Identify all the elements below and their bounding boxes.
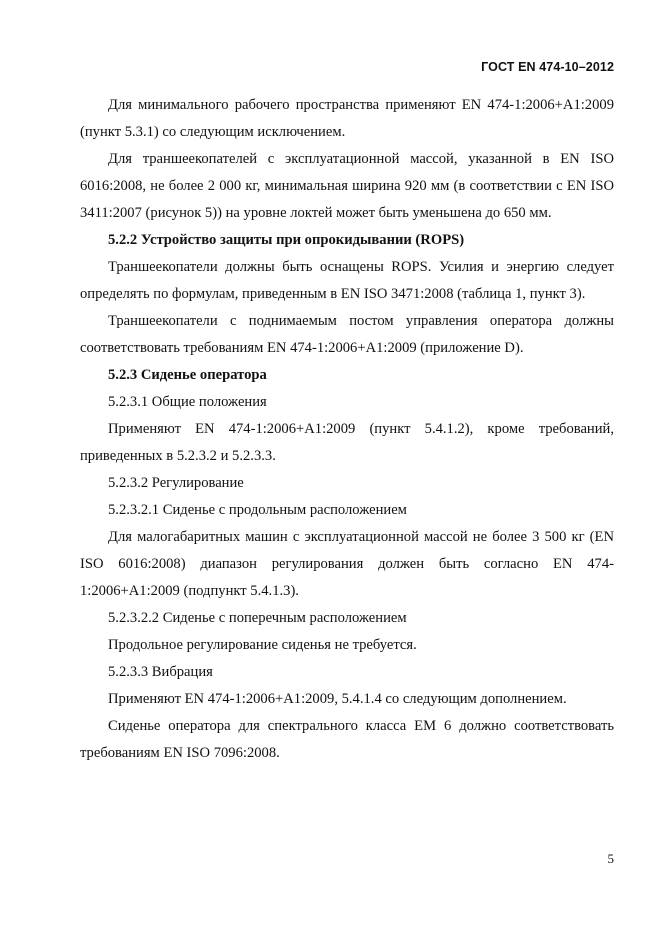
section-heading-operator-seat: 5.2.3 Сиденье оператора <box>108 367 267 383</box>
paragraph-vibration-apply: Применяют EN 474-1:2006+A1:2009, 5.4.1.4 со следующим дополнением. <box>108 691 567 707</box>
document-body <box>80 92 614 767</box>
paragraph-em6-seat: Сиденье оператора для спектрального класса EM 6 должно соответствовать требованиям EN ISO 7096:2008. <box>80 718 614 761</box>
page-number: 5 <box>607 851 614 866</box>
subsection-vibration: 5.2.3.3 Вибрация <box>108 664 213 680</box>
paragraph-raised-cab: Траншеекопатели с поднимаемым постом управления оператора должны соответствовать требованиям EN 474-1:2006+A1:2009 (приложение D). <box>80 313 614 356</box>
paragraph-rops-requirement: Траншеекопатели должны быть оснащены ROPS. Усилия и энергию следует определять по формулам, приведенным в EN ISO 3471:2008 (таблица 1, пункт 3). <box>80 259 614 302</box>
paragraph-no-adjustment: Продольное регулирование сиденья не требуется. <box>108 637 417 653</box>
subsection-transverse-seat: 5.2.3.2.2 Сиденье с поперечным расположением <box>108 610 407 626</box>
subsection-adjustment: 5.2.3.2 Регулирование <box>108 475 244 491</box>
paragraph-trencher-width: Для траншеекопателей с эксплуатационной массой, указанной в EN ISO 6016:2008, не более 2 000 кг, минимальная ширина 920 мм (в соответствии с EN ISO 3411:2007 (рисунок 5)) на уровне локтей может быть уменьшена до 650 мм. <box>80 151 614 221</box>
paragraph-general-apply: Применяют EN 474-1:2006+A1:2009 (пункт 5.4.1.2), кроме требований, приведенных в 5.2.3.2 и 5.2.3.3. <box>80 421 614 464</box>
document-code-header: ГОСТ EN 474-10–2012 <box>481 60 614 74</box>
paragraph-small-machines: Для малогабаритных машин с эксплуатационной массой не более 3 500 кг (EN ISO 6016:2008) диапазон регулирования должен быть согласно EN 474-1:2006+A1:2009 (подпункт 5.4.1.3). <box>80 529 614 599</box>
section-heading-rops: 5.2.2 Устройство защиты при опрокидывании (ROPS) <box>108 232 465 248</box>
paragraph-workspace: Для минимального рабочего пространства применяют EN 474-1:2006+A1:2009 (пункт 5.3.1) со следующим исключением. <box>80 97 614 140</box>
subsection-general: 5.2.3.1 Общие положения <box>108 394 267 410</box>
subsection-longitudinal-seat: 5.2.3.2.1 Сиденье с продольным расположением <box>108 502 407 518</box>
